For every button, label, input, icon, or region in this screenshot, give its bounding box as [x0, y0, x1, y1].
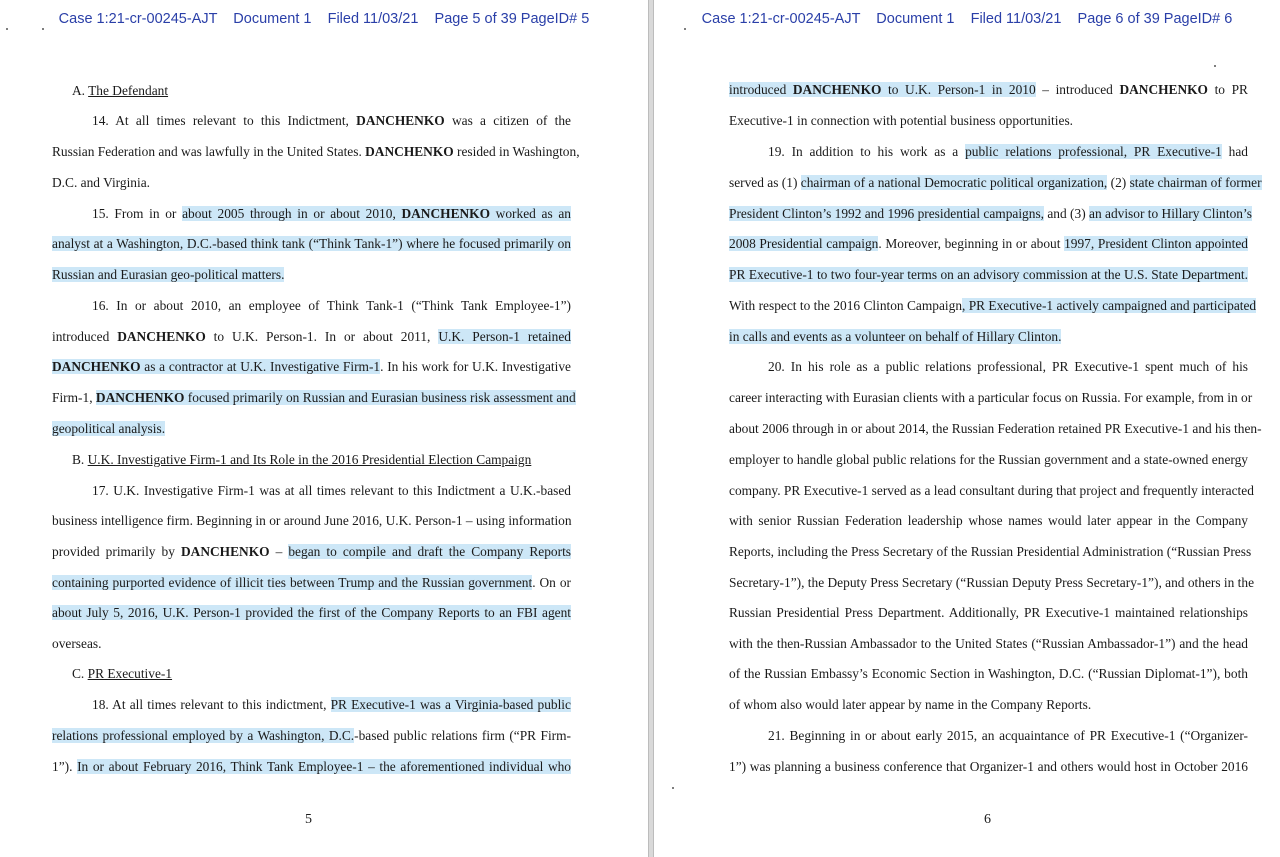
- section-heading: The Defendant: [88, 83, 169, 98]
- text-line: [52, 174, 150, 192]
- highlighted-text: 2008 Presidential campaign: [729, 236, 879, 251]
- text-run: Firm-1,: [52, 390, 96, 405]
- text-line: [729, 328, 1061, 346]
- text-line: [52, 758, 571, 776]
- text-run: provided primarily by: [52, 544, 181, 559]
- text-run: had: [1221, 144, 1248, 159]
- text-line: [729, 112, 1073, 130]
- text-line: [52, 328, 571, 346]
- text-line: [52, 358, 571, 376]
- text-run: of whom also would later appear by name in the Company Reports.: [729, 697, 1092, 712]
- text-run: Executive-1 in connection with potential business opportunities.: [729, 113, 1073, 128]
- text-run: with senior Russian Federation leadership whose names would later appear in the Company: [729, 513, 1248, 528]
- text-run: . Moreover, beginning in or about: [878, 236, 1065, 251]
- text-run: introduced: [52, 329, 118, 344]
- text-line: [729, 604, 1248, 622]
- text-run: overseas.: [52, 636, 102, 651]
- text-line: [729, 81, 1248, 99]
- text-run: to U.K. Person-1. In or about 2011,: [205, 329, 439, 344]
- text-line: [52, 143, 580, 161]
- defendant-name: DANCHENKO: [365, 144, 454, 159]
- text-run: career interacting with Eurasian clients with a particular focus on Russia. For example, from in or: [729, 390, 1253, 405]
- highlighted-text: containing purported evidence of illicit ties between Trump and the Russian government: [52, 575, 533, 590]
- text-run: 14. At all times relevant to this Indictment,: [92, 113, 357, 128]
- text-run: 1”).: [52, 759, 78, 774]
- text-run: –: [269, 544, 289, 559]
- text-line: [72, 665, 172, 683]
- text-line: [52, 420, 165, 438]
- highlighted-text: President Clinton’s 1992 and 1996 presidential campaigns,: [729, 206, 1045, 221]
- text-line: [92, 112, 571, 130]
- text-run: -based public relations firm (“PR Firm-: [354, 728, 571, 743]
- text-run: B.: [72, 452, 88, 467]
- page-header: Case 1:21-cr-00245-AJT Document 1 Filed 11/03/21 Page 6 of 39 PageID# 6: [701, 11, 1233, 27]
- highlighted-text: to U.K. Person-1 in 2010: [881, 82, 1036, 97]
- text-run: . On or: [532, 575, 571, 590]
- defendant-name: DANCHENKO: [117, 329, 206, 344]
- scan-speck: [6, 28, 8, 30]
- highlighted-text: In or about February 2016, Think Tank Employee-1 – the aforementioned individual who: [77, 759, 571, 774]
- text-run: A.: [72, 83, 89, 98]
- text-line: [52, 266, 284, 284]
- page-number: 6: [984, 812, 991, 827]
- scan-speck: [42, 28, 44, 30]
- text-run: 21. Beginning in or about early 2015, an acquaintance of PR Executive-1 (“Organizer-: [768, 728, 1248, 743]
- text-run: business intelligence firm. Beginning in or around June 2016, U.K. Person-1 – using information: [52, 513, 572, 528]
- text-run: . In his work for U.K. Investigative: [380, 359, 571, 374]
- defendant-name: DANCHENKO: [95, 390, 185, 405]
- highlighted-text: worked as an: [490, 206, 571, 221]
- text-line: [52, 235, 571, 253]
- text-line: [52, 543, 571, 561]
- text-run: and (3): [1044, 206, 1090, 221]
- text-run: 15. From in or: [92, 206, 183, 221]
- text-run: Russian Federation and was lawfully in the United States.: [52, 144, 366, 159]
- text-line: [729, 451, 1248, 469]
- text-line: [729, 297, 1257, 315]
- text-run: 1”) was planning a business conference that Organizer-1 and others would host in October 2016: [729, 759, 1248, 774]
- text-line: [52, 512, 571, 530]
- text-run: served as (1): [729, 175, 801, 190]
- section-heading: U.K. Investigative Firm-1 and Its Role in the 2016 Presidential Election Campaign: [87, 452, 532, 467]
- highlighted-text: geopolitical analysis.: [52, 421, 166, 436]
- text-line: [729, 420, 1262, 438]
- text-line: [729, 174, 1262, 192]
- defendant-name: DANCHENKO: [356, 113, 445, 128]
- text-line: [72, 82, 168, 100]
- text-line: [729, 696, 1091, 714]
- text-line: [768, 727, 1248, 745]
- text-line: [52, 635, 101, 653]
- highlighted-text: PR Executive-1 was a Virginia-based public: [330, 697, 571, 712]
- text-line: [72, 451, 531, 469]
- highlighted-text: chairman of a national Democratic political organization,: [800, 175, 1108, 190]
- text-line: [768, 358, 1248, 376]
- text-line: [729, 389, 1253, 407]
- highlighted-text: focused primarily on Russian and Eurasian business risk assessment and: [184, 390, 576, 405]
- highlighted-text: 1997, President Clinton appointed: [1064, 236, 1248, 251]
- text-run: to PR: [1207, 82, 1248, 97]
- section-heading: PR Executive-1: [87, 666, 173, 681]
- highlighted-text: state chairman of former: [1129, 175, 1262, 190]
- text-run: of the Russian Embassy’s Economic Section in Washington, D.C. (“Russian Diplomat-1”), both: [729, 666, 1248, 681]
- text-line: [92, 297, 571, 315]
- highlighted-text: in calls and events as a volunteer on behalf of Hillary Clinton.: [729, 329, 1062, 344]
- highlighted-text: about July 5, 2016, U.K. Person-1 provided the first of the Company Reports to an FBI agent: [52, 605, 571, 620]
- text-run: 19. In addition to his work as a: [768, 144, 966, 159]
- text-line: [729, 635, 1248, 653]
- text-run: company. PR Executive-1 served as a lead consultant during that project and frequently interacted: [729, 483, 1254, 498]
- highlighted-text: public relations professional, PR Executive-1: [965, 144, 1222, 159]
- text-run: 20. In his role as a public relations professional, PR Executive-1 spent much of his: [768, 359, 1248, 374]
- highlighted-text: introduced: [729, 82, 793, 97]
- text-line: [729, 235, 1248, 253]
- page-number: 5: [305, 812, 312, 827]
- text-run: Reports, including the Press Secretary of the Russian Presidential Administration (“Russian Press: [729, 544, 1252, 559]
- text-line: [92, 482, 571, 500]
- text-line: [92, 696, 571, 714]
- scan-speck: [672, 787, 674, 789]
- text-run: resided in Washington,: [453, 144, 580, 159]
- highlighted-text: about 2005 through in or about 2010,: [182, 206, 402, 221]
- highlighted-text: Russian and Eurasian geo-political matters.: [52, 267, 285, 282]
- text-run: Secretary-1”), the Deputy Press Secretary (“Russian Deputy Press Secretary-1”), and others in the: [729, 575, 1255, 590]
- defendant-name: DANCHENKO: [792, 82, 882, 97]
- scan-speck: [684, 28, 686, 30]
- defendant-name: DANCHENKO: [181, 544, 270, 559]
- highlighted-text: began to compile and draft the Company Reports: [288, 544, 571, 559]
- text-run: (2): [1107, 175, 1130, 190]
- text-line: [92, 205, 571, 223]
- text-line: [729, 266, 1248, 284]
- text-run: Russian Presidential Press Department. Additionally, PR Executive-1 maintained relationships: [729, 605, 1248, 620]
- text-line: [52, 574, 571, 592]
- text-run: C.: [72, 666, 88, 681]
- text-line: [52, 727, 571, 745]
- highlighted-text: PR Executive-1 to two four-year terms on an advisory commission at the U.S. State Department.: [729, 267, 1248, 282]
- scan-speck: [1214, 65, 1216, 67]
- document-page-6: [654, 0, 1280, 857]
- defendant-name: DANCHENKO: [1119, 82, 1208, 97]
- highlighted-text: analyst at a Washington, D.C.-based think tank (“Think Tank-1”) where he focused primarily on: [52, 236, 571, 251]
- text-run: With respect to the 2016 Clinton Campaign: [729, 298, 963, 313]
- text-line: [52, 604, 571, 622]
- text-line: [52, 389, 576, 407]
- text-run: employer to handle global public relations for the Russian government and a state-owned energy: [729, 452, 1248, 467]
- text-run: with the then-Russian Ambassador to the United States (“Russian Ambassador-1”) and the head: [729, 636, 1248, 651]
- text-run: 18. At all times relevant to this indictment,: [92, 697, 331, 712]
- text-line: [729, 482, 1254, 500]
- highlighted-text: , PR Executive-1 actively campaigned and participated: [962, 298, 1257, 313]
- highlighted-text: an advisor to Hillary Clinton’s: [1089, 206, 1252, 221]
- text-line: [729, 512, 1248, 530]
- highlighted-text: as a contractor at U.K. Investigative Firm-1: [140, 359, 381, 374]
- text-run: was a citizen of the: [444, 113, 571, 128]
- text-line: [729, 665, 1248, 683]
- text-line: [729, 574, 1255, 592]
- defendant-name: DANCHENKO: [401, 206, 490, 221]
- text-run: 16. In or about 2010, an employee of Think Tank-1 (“Think Tank Employee-1”): [92, 298, 571, 313]
- page-header: Case 1:21-cr-00245-AJT Document 1 Filed 11/03/21 Page 5 of 39 PageID# 5: [58, 11, 590, 27]
- text-line: [729, 205, 1252, 223]
- highlighted-text: relations professional employed by a Washington, D.C.: [52, 728, 355, 743]
- text-line: [729, 543, 1252, 561]
- text-line: [729, 758, 1248, 776]
- text-run: D.C. and Virginia.: [52, 175, 151, 190]
- defendant-name: DANCHENKO: [52, 359, 141, 374]
- text-line: [768, 143, 1248, 161]
- text-run: about 2006 through in or about 2014, the Russian Federation retained PR Executive-1 and his then-: [729, 421, 1262, 436]
- highlighted-text: U.K. Person-1 retained: [438, 329, 571, 344]
- text-run: – introduced: [1035, 82, 1120, 97]
- text-run: 17. U.K. Investigative Firm-1 was at all times relevant to this Indictment a U.K.-based: [92, 483, 571, 498]
